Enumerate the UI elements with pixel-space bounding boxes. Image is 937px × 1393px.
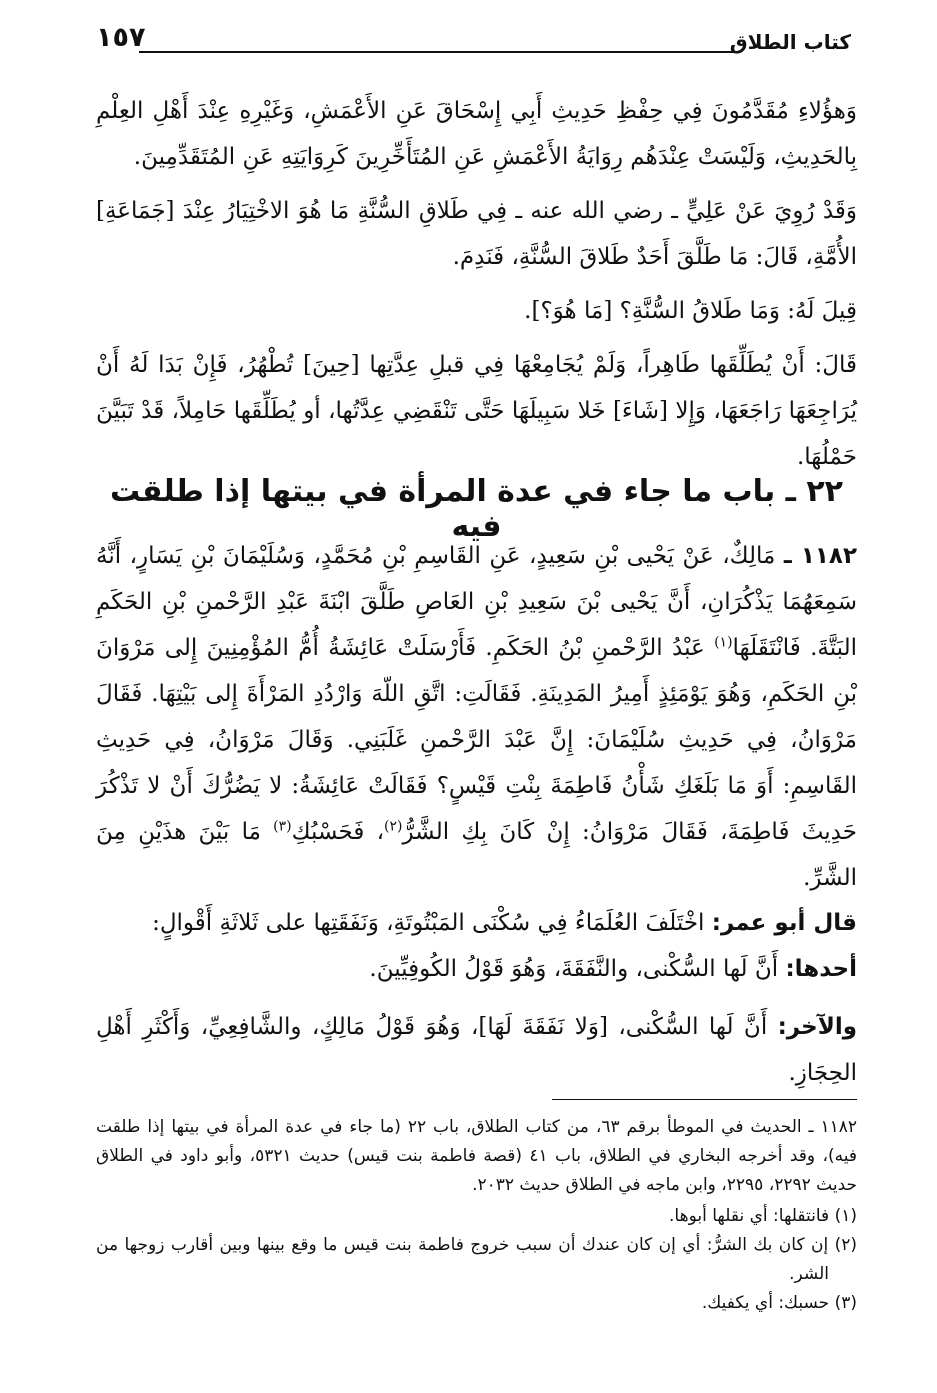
- footnote-1: (١) فانتقلها: أي نقلها أبوها.: [669, 1206, 857, 1226]
- hadith-number: ١١٨٢ ـ: [783, 543, 857, 569]
- opinion-2: [96, 1004, 857, 1096]
- chapter-heading: ٢٢ ـ باب ما جاء في عدة المرأة في بيتها إذا طلقت فيه: [110, 474, 843, 544]
- footnote-source: ١١٨٢ ـ الحديث في الموطأ برقم ٦٣، من كتاب الطلاق، باب ٢٢ (ما جاء في عدة المرأة في بيتها إذا طلقت فيه)، وقد أخرجه البخاري في الطلاق، باب ٤١ (قصة فاطمة بنت قيس) حديث ٥٣٢١، وأبو داود في الطلاق حديث ٢٢٩٢، ٢٢٩٥، وابن ماجه في الطلاق حديث ٢٠٣٢.: [96, 1117, 858, 1195]
- commentary-text-2: أَنَّ لَها السُّكْنى، والنَّفَقَةَ، وَهُوَ قَوْلُ الكُوفِيِّينَ.: [369, 956, 786, 982]
- paragraph-3: قِيلَ لَهُ: وَمَا طَلاقُ السُّنَّةِ؟ [مَا هُوَ؟].: [524, 298, 857, 324]
- hadith-text-2: عَبْدُ الرَّحْمنِ بْنُ الحَكَمِ. فَأَرْسَلَتْ عَائِشَةُ أُمُّ المُؤْمِنِينَ إِلى مَرْوَانَ بْنِ الحَكَمِ، وَهُوَ يَوْمَئِذٍ أَمِيرُ المَدِينَةِ. فَقَالَتِ: اتَّقِ اللّهَ وَارْدُدِ المَرْأَةَ إِلى بَيْتِهَا. فَقَالَ مَرْوَانُ، فِي حَدِيثِ سُلَيْمَانَ: إِنَّ عَبْدَ الرَّحْمنِ غَلَبَنِي. وَقَالَ مَرْوَانُ، فِي حَدِيثِ القَاسِمِ: أَوَ مَا بَلَغَكِ شَأْنُ فَاطِمَةَ بِنْتِ قَيْسٍ؟ فَقَالَتْ عَائِشَةُ: لا يَضُرُّكَ أَنْ لا تَذْكُرَ حَدِيثَ فَاطِمَةَ، فَقَالَ مَرْوَانُ: إِنْ كَانَ بِكِ الشَّرُّ: [96, 635, 857, 845]
- paragraph-4: قَالَ: أَنْ يُطَلِّقَها طَاهِراً، وَلَمْ يُجَامِعْهَا فِي قبلِ عِدَّتِها [حِينَ] تُطْهُرُ، فَإِنْ بَدَا لَهُ أَنْ يُرَاجِعَهَا رَاجَعَهَا، وَإِلا [شَاءَ] خَلا سَبِيلَهَا حَتَّى تَنْقَضِي عِدَّتُها، أو يُطَلِّقَها حَامِلاً، قَدْ تَبَيَّنَ حَمْلُهَا.: [96, 352, 857, 470]
- footnotes: [96, 1113, 857, 1318]
- page-number: ١٥٧: [96, 22, 146, 53]
- hadith-text-1: مَالِكٌ، عَنْ يَحْيى بْنِ سَعِيدٍ، عَنِ القَاسِمِ بْنِ مُحَمَّدٍ، وَسُلَيْمَانَ بْنِ يَسَارٍ، أَنَّهُ سَمِعَهُمَا يَذْكُرَانِ، أَنَّ يَحْيى بْنَ سَعِيدِ بْنِ العَاصِ طَلَّقَ ابْنَةَ عَبْدِ الرَّحْمنِ بْنِ الحَكَمِ البَتَّةَ. فَانْتَقَلَهَا: [96, 543, 857, 661]
- footnote-ref-3: (٣): [273, 818, 292, 835]
- hadith-text-4: مَا بَيْنَ هذَيْنِ مِنَ الشَّرِّ.: [96, 819, 857, 891]
- paragraph-2: وَقَدْ رُوِيَ عَنْ عَلِيٍّ ـ رضي الله عنه ـ فِي طَلاقِ السُّنَّةِ مَا هُوَ الاخْتِيَارُ عِنْدَ [جَمَاعَةِ] الأُمَّةِ، قَالَ: مَا طَلَّقَ أَحَدٌ طَلاقَ السُّنَّةِ، فَنَدِمَ.: [96, 198, 857, 270]
- main-text: [96, 88, 857, 488]
- footnote-3: (٣) حسبك: أي يكفيك.: [701, 1293, 857, 1313]
- commentary-lead-2: أحدها:: [785, 956, 857, 982]
- footnote-ref-2: (٢): [384, 818, 403, 835]
- footnote-separator: [552, 1099, 857, 1100]
- opinion-1: [96, 946, 857, 992]
- commentary-lead-1: قال أبو عمر:: [711, 910, 857, 936]
- header-rule: [139, 51, 735, 53]
- commentary-text-3: أَنَّ لَها السُّكْنى، [وَلا نَفَقَةَ لَهَا]، وَهُوَ قَوْلُ مَالِكٍ، والشَّافِعِيِّ، وَأَكْثَرِ أَهْلِ الحِجَازِ.: [96, 1014, 857, 1086]
- paragraph-1: وَهؤُلاءِ مُقَدَّمُونَ فِي حِفْظِ حَدِيثِ أَبِي إِسْحَاقَ عَنِ الأَعْمَشِ، وَغَيْرِهِ عِنْدَ أَهْلِ العِلْمِ بِالحَدِيثِ، وَلَيْسَتْ عِنْدَهُم رِوَايَةُ الأَعْمَشِ عَنِ المُتَأَخِّرِينَ كَرِوَايَتِهِ عَنِ المُتَقَدِّمِينَ.: [96, 98, 857, 170]
- commentary-intro: [96, 900, 857, 946]
- commentary: [96, 900, 857, 1096]
- running-title: كتاب الطلاق: [729, 30, 851, 54]
- commentary-text-1: اخْتَلَفَ العُلَمَاءُ فِي سُكْنَى المَبْتُوتَةِ، وَنَفَقَتِها على ثَلاثَةِ أَقْوالٍ:: [152, 910, 712, 936]
- footnote-ref-1: (١): [714, 634, 733, 651]
- footnote-2: (٢) إن كان بك الشرُّ: أي إن كان عندك أن سبب خروج فاطمة بنت قيس ما وقع بينها وبين أقارب زوجها من الشر.: [96, 1235, 857, 1284]
- hadith-paragraph: [96, 533, 857, 901]
- commentary-lead-3: والآخر:: [777, 1014, 857, 1040]
- running-header: [96, 22, 851, 56]
- hadith-text-3: ، فَحَسْبُكِ: [291, 819, 385, 845]
